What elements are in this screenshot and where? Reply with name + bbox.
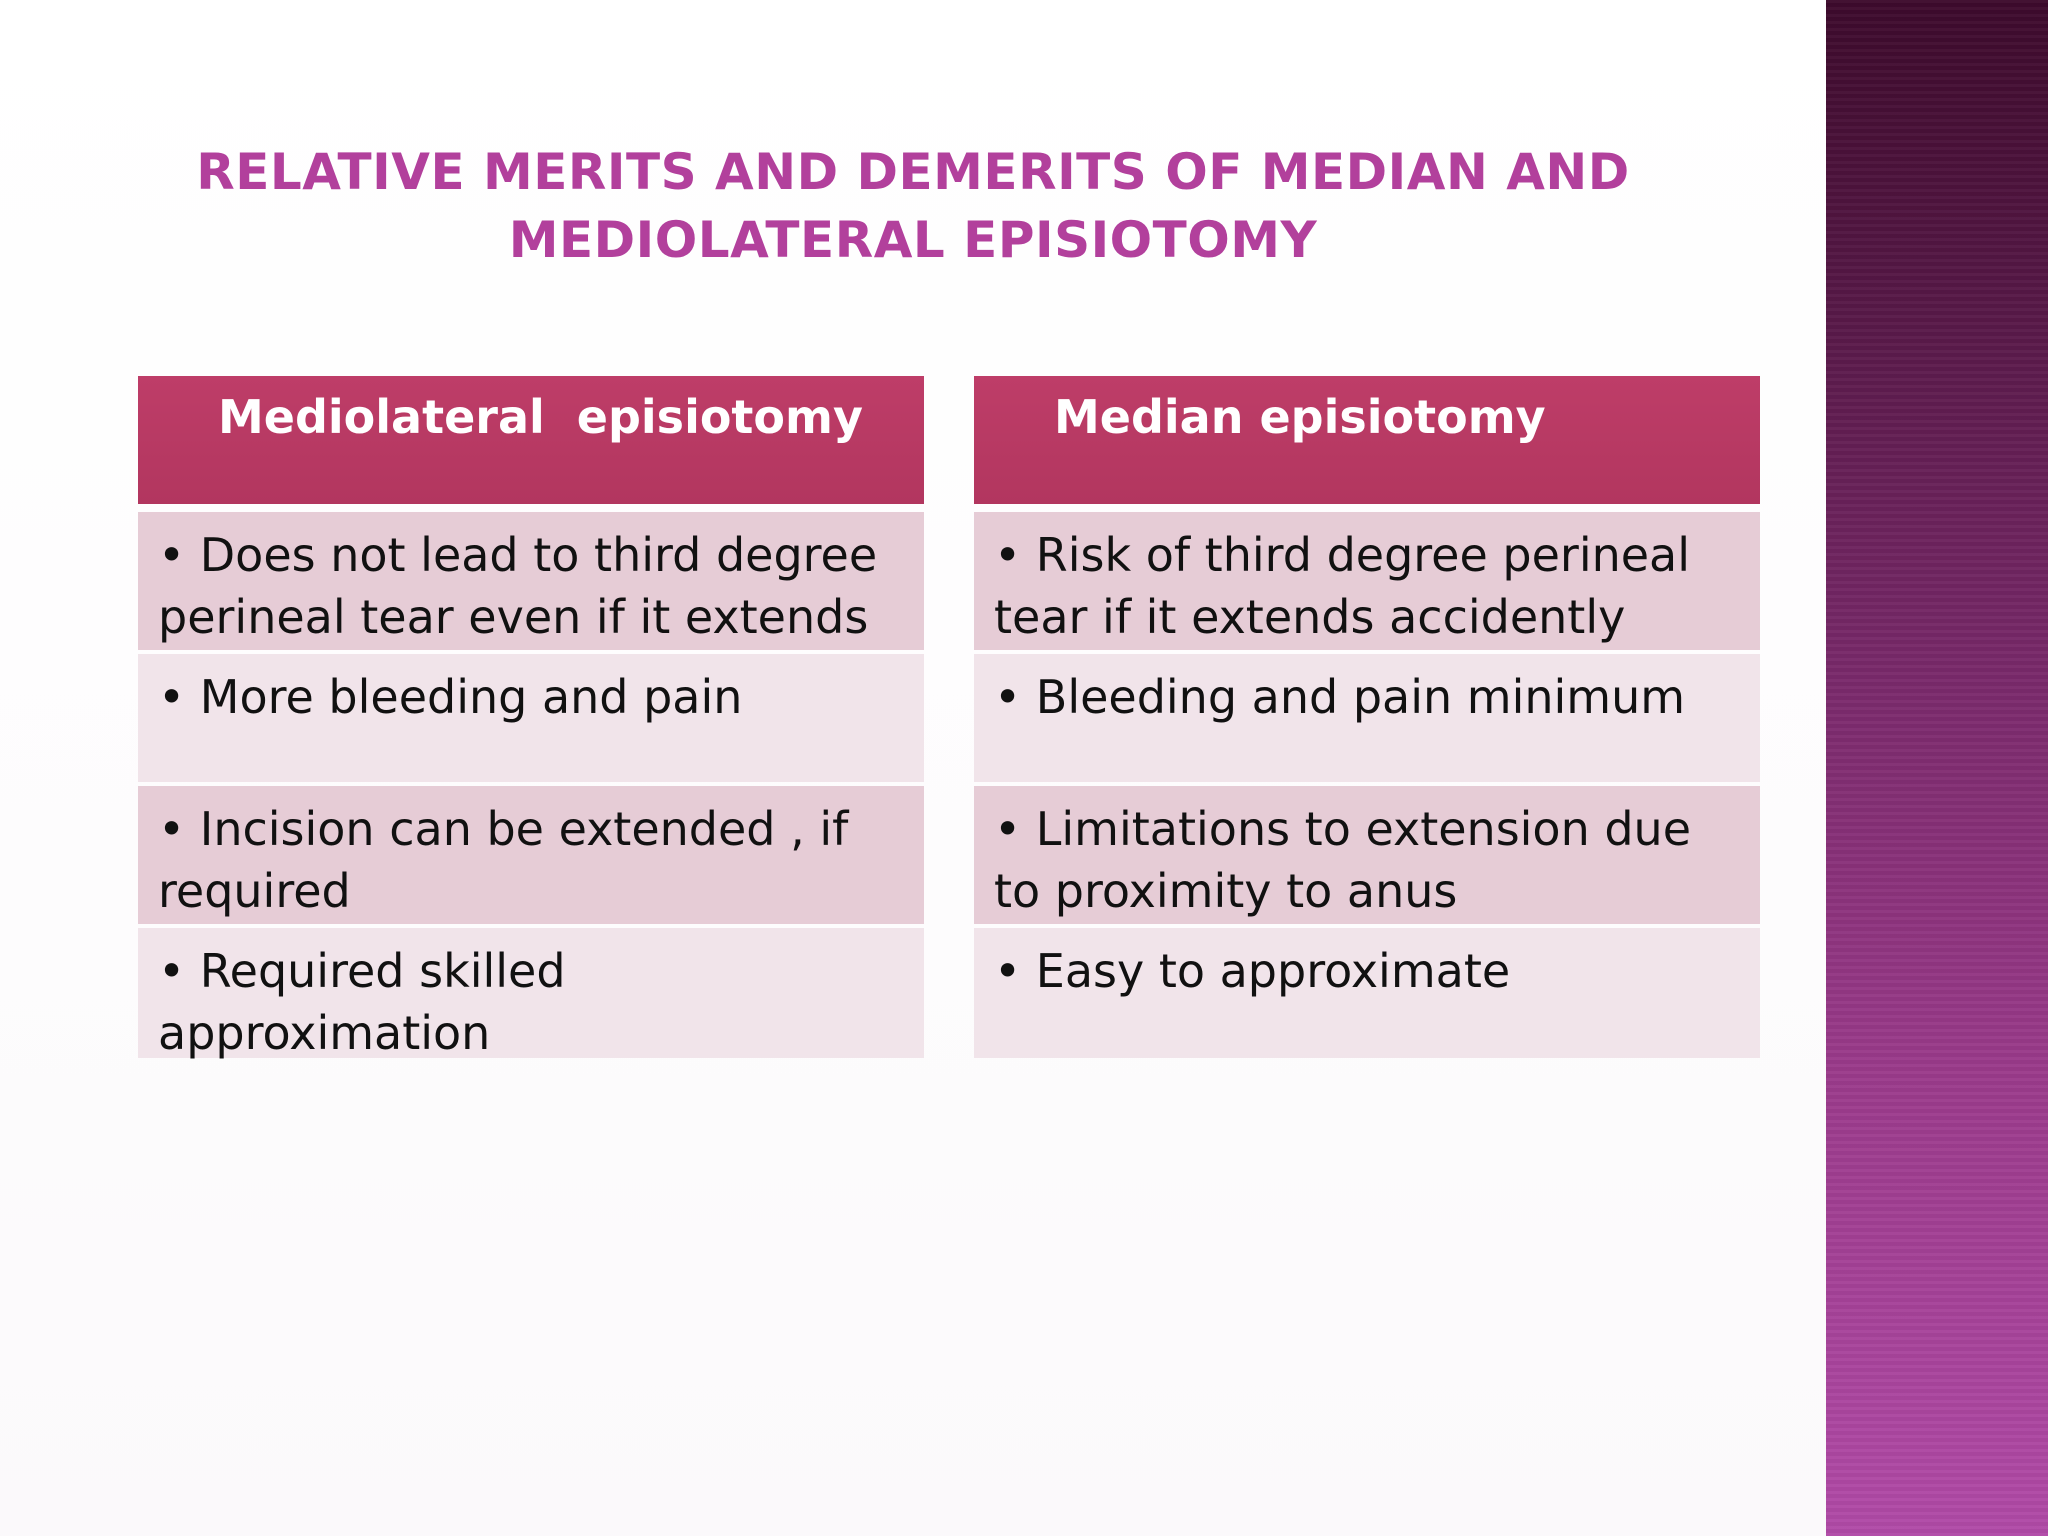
median-row-4: • Easy to approximate [974,928,1760,1058]
median-column [974,376,1760,1058]
slide-title-line-2: MEDIOLATERAL EPISIOTOMY [508,211,1318,269]
mediolateral-row-2: • More bleeding and pain [138,654,924,782]
median-header: Median episiotomy [974,376,1760,504]
mediolateral-header: Mediolateral episiotomy [138,376,924,504]
slide-title [180,138,1646,274]
slide-title-line-1: RELATIVE MERITS AND DEMERITS OF MEDIAN AND [196,143,1630,201]
mediolateral-column [138,376,924,1058]
mediolateral-row-1: • Does not lead to third degree perineal tear even if it extends [138,512,924,650]
mediolateral-row-3: • Incision can be extended , if required [138,786,924,924]
median-row-1: • Risk of third degree perineal tear if it extends accidently [974,512,1760,650]
decorative-side-band [1826,0,2048,1536]
mediolateral-row-4: • Required skilled approximation [138,928,924,1058]
median-row-2: • Bleeding and pain minimum [974,654,1760,782]
median-row-3: • Limitations to extension due to proximity to anus [974,786,1760,924]
